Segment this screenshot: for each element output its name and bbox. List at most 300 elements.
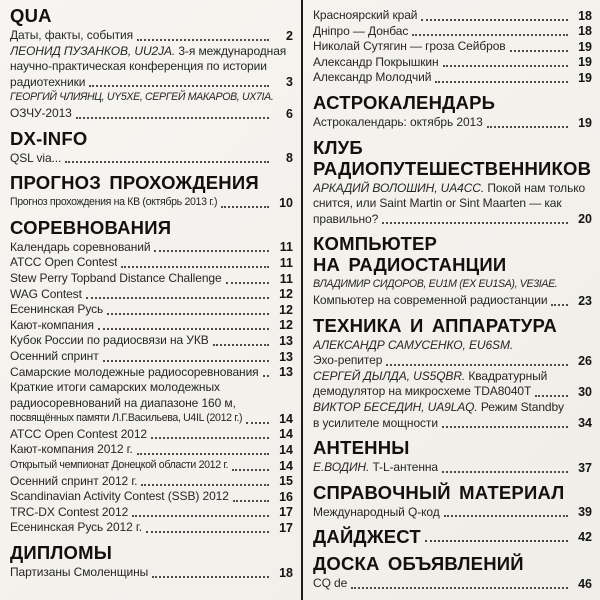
toc-entry xyxy=(10,474,293,490)
entry-title: QSL via... xyxy=(10,150,62,165)
entry-title: WAG Contest xyxy=(10,286,82,301)
dot-leader xyxy=(76,117,269,119)
toc-entry-line xyxy=(313,293,592,309)
toc-entry xyxy=(313,115,592,131)
page-number: 39 xyxy=(578,505,592,520)
section-title: СОРЕВНОВАНИЯ xyxy=(10,216,172,238)
toc-entry-line xyxy=(10,458,293,474)
entry-title: Даты, факты, события xyxy=(10,28,134,42)
entry-text xyxy=(313,115,483,131)
entry-text xyxy=(313,400,564,416)
toc-entry xyxy=(10,287,293,303)
page-number: 10 xyxy=(279,195,293,210)
toc-entry-line xyxy=(10,240,293,256)
toc-entry-line xyxy=(313,400,592,416)
toc-entry-line xyxy=(313,460,592,476)
dot-leader xyxy=(132,515,269,517)
entry-text xyxy=(313,460,438,476)
entry-text xyxy=(10,318,94,334)
entry-title: радиотехники xyxy=(10,74,86,89)
toc-entry-line xyxy=(10,349,293,365)
entry-text xyxy=(10,565,148,581)
section-header-line xyxy=(313,92,592,113)
entry-title: Международный Q-код xyxy=(313,504,440,519)
page-number: 19 xyxy=(578,55,592,70)
toc-entry xyxy=(10,44,293,91)
toc-entry xyxy=(10,505,293,521)
toc-entry xyxy=(10,240,293,256)
section-title: ДАЙДЖЕСТ xyxy=(313,526,421,548)
dot-leader xyxy=(233,500,269,502)
toc-entry xyxy=(313,55,592,71)
section-header-line xyxy=(313,315,592,336)
dot-leader xyxy=(98,328,269,330)
toc-entry-line xyxy=(10,442,293,458)
page-number: 37 xyxy=(578,460,592,475)
toc-entry-line xyxy=(10,474,293,490)
page-number: 14 xyxy=(279,427,293,442)
toc-entry-line xyxy=(10,255,293,271)
toc-entry xyxy=(10,271,293,287)
entry-text xyxy=(10,349,99,365)
toc-entry-line xyxy=(313,8,592,24)
author-name: АРКАДИЙ ВОЛОШИН, UA4CC. xyxy=(313,180,485,195)
entry-text xyxy=(10,458,228,474)
toc-entry-line xyxy=(10,396,293,412)
entry-title: снится, или Saint Martin or Sint Maarten — как xyxy=(313,196,562,211)
toc-entry xyxy=(10,380,293,427)
entry-text xyxy=(10,287,82,303)
entry-title: Прогноз прохождения на КВ (октябрь 2013 г.) xyxy=(10,196,218,209)
entry-title: Красноярский край xyxy=(313,8,418,22)
section-title: КЛУБ xyxy=(313,136,363,158)
page-number: 11 xyxy=(279,271,293,286)
toc-entry-line xyxy=(313,416,592,432)
author-name: АЛЕКСАНДР САМУСЕНКО, EU6SM. xyxy=(313,337,514,352)
page-number: 20 xyxy=(578,212,592,227)
dot-leader xyxy=(386,364,568,366)
entry-text xyxy=(10,380,220,396)
page-number: 15 xyxy=(279,474,293,489)
entry-text xyxy=(313,24,408,40)
entry-title: правильно? xyxy=(313,211,379,226)
toc-entry xyxy=(10,333,293,349)
dot-leader xyxy=(151,437,269,439)
page-number: 14 xyxy=(279,443,293,458)
toc-entry xyxy=(10,302,293,318)
toc-entry xyxy=(10,365,293,381)
page-number: 30 xyxy=(578,384,592,399)
section-title: ДОСКА ОБЪЯВЛЕНИЙ xyxy=(313,553,524,575)
toc-entry-line xyxy=(10,318,293,334)
dot-leader xyxy=(221,206,269,208)
dot-leader xyxy=(137,39,269,41)
entry-title: Самарские молодежные радиосоревнования xyxy=(10,364,259,379)
toc-entry-line xyxy=(313,277,592,293)
page-number: 34 xyxy=(578,416,592,431)
section-header xyxy=(313,553,592,574)
entry-title: Дніпро — Донбас xyxy=(313,23,409,38)
entry-text xyxy=(313,576,347,592)
entry-title: ОЗЧУ-2013 xyxy=(10,105,72,120)
entry-title: Осенний спринт xyxy=(10,348,99,363)
page-number: 18 xyxy=(578,8,592,23)
dot-leader xyxy=(382,222,568,224)
toc-entry-line xyxy=(10,28,293,44)
dot-leader xyxy=(551,304,568,306)
entry-title: Календарь соревнований xyxy=(10,239,151,254)
section-header xyxy=(313,526,592,547)
entry-title: Компьютер на современной радиостанции xyxy=(313,292,548,307)
toc-entry xyxy=(313,369,592,400)
dot-leader xyxy=(510,50,568,52)
dot-leader xyxy=(226,282,269,284)
toc-entry-line xyxy=(313,369,592,385)
entry-text xyxy=(10,151,61,167)
dot-leader xyxy=(103,360,269,362)
entry-title: Кают-компания 2012 г. xyxy=(10,442,133,457)
entry-text xyxy=(313,39,506,55)
page-number: 26 xyxy=(578,353,592,368)
dot-leader xyxy=(121,266,269,268)
toc-entry xyxy=(313,24,592,40)
author-name: ВИКТОР БЕСЕДИН, UA9LAQ. xyxy=(313,399,478,414)
section-header-line xyxy=(313,158,592,179)
entry-title: Александр Покрышкин xyxy=(313,54,439,69)
toc-entry xyxy=(10,28,293,44)
toc-entry-line xyxy=(313,115,592,131)
toc-entry-line xyxy=(313,70,592,86)
section-header-line xyxy=(10,128,293,149)
section-header xyxy=(313,437,592,458)
entry-title: T-L-антенна xyxy=(369,460,438,475)
page-number: 19 xyxy=(578,70,592,85)
entry-text xyxy=(313,196,562,212)
entry-text xyxy=(10,442,133,458)
entry-text xyxy=(10,365,259,381)
entry-title: Александр Молодчий xyxy=(313,70,432,85)
section-header-line xyxy=(10,217,293,238)
author-name: Е.ВОДИН. xyxy=(313,460,370,475)
entry-title: Покой нам только xyxy=(484,180,586,195)
section-title: DX-INFO xyxy=(10,127,88,149)
author-name: ВЛАДИМИР СИДОРОВ, EU1M (EX EU1SA), VE3IAE. xyxy=(313,278,558,291)
dot-leader xyxy=(487,126,568,128)
toc-entry-line xyxy=(10,151,293,167)
toc-entry-line xyxy=(10,333,293,349)
entry-title: посвящённых памяти Л.Г.Васильева, U4IL (2012 г.) xyxy=(10,412,243,425)
dot-leader xyxy=(89,85,269,87)
section-header xyxy=(313,315,592,336)
entry-text xyxy=(10,44,286,60)
dot-leader xyxy=(444,515,568,517)
entry-text xyxy=(10,271,222,287)
entry-text xyxy=(313,181,585,197)
toc-entry xyxy=(10,255,293,271)
page-number: 12 xyxy=(279,318,293,333)
section-title: АСТРОКАЛЕНДАРЬ xyxy=(313,91,496,113)
toc-entry xyxy=(10,489,293,505)
toc-entry xyxy=(313,181,592,228)
entry-text xyxy=(313,353,382,369)
toc-entry-line xyxy=(10,90,293,106)
entry-title: научно-практическая конференция по истории xyxy=(10,59,267,74)
dot-leader xyxy=(535,395,568,397)
entry-text xyxy=(10,489,229,505)
page-number: 2 xyxy=(286,28,293,43)
section-title: РАДИОПУТЕШЕСТВЕННИКОВ xyxy=(313,157,592,179)
dot-leader xyxy=(443,65,568,67)
section-header xyxy=(10,217,293,238)
toc-column-right xyxy=(303,0,600,600)
toc-entry-line xyxy=(313,353,592,369)
entry-text xyxy=(313,8,417,24)
dot-leader xyxy=(421,19,568,21)
entry-title: Астрокалендарь: октябрь 2013 xyxy=(313,114,483,129)
section-header-line xyxy=(10,5,293,26)
toc-entry-line xyxy=(313,212,592,228)
toc-entry xyxy=(313,39,592,55)
page-number: 11 xyxy=(279,255,293,270)
page-number: 18 xyxy=(578,24,592,39)
toc-entry xyxy=(313,460,592,476)
entry-title: Stew Perry Topband Distance Challenge xyxy=(10,270,222,285)
dot-leader xyxy=(425,540,568,542)
entry-title: Режим Standby xyxy=(477,399,564,414)
page-number: 19 xyxy=(578,115,592,130)
toc-entry xyxy=(10,565,293,581)
entry-title: Открытый чемпионат Донецкой области 2012 г. xyxy=(10,459,229,472)
entry-title: TRC-DX Contest 2012 xyxy=(10,504,129,519)
toc-entry-line xyxy=(313,505,592,521)
entry-title: Осенний спринт 2012 г. xyxy=(10,473,138,488)
entry-text xyxy=(313,293,547,309)
entry-text xyxy=(10,75,85,91)
dot-leader xyxy=(152,576,269,578)
section-header-line xyxy=(313,137,592,158)
section-title: ТЕХНИКА И АППАРАТУРА xyxy=(313,314,557,336)
dot-leader xyxy=(107,313,269,315)
entry-text xyxy=(313,212,378,228)
toc-entry xyxy=(10,151,293,167)
entry-text xyxy=(10,427,147,443)
toc-entry xyxy=(313,505,592,521)
section-header xyxy=(10,542,293,563)
entry-title: Кают-компания xyxy=(10,317,94,332)
entry-title: Scandinavian Activity Contest (SSB) 2012 xyxy=(10,489,229,504)
section-title: КОМПЬЮТЕР xyxy=(313,233,438,255)
dot-leader xyxy=(412,34,568,36)
entry-text xyxy=(10,106,72,122)
entry-text xyxy=(313,369,547,385)
section-title: АНТЕННЫ xyxy=(313,437,410,459)
entry-text xyxy=(313,70,431,86)
entry-text xyxy=(10,411,242,427)
toc-entry-line xyxy=(10,106,293,122)
author-name: ЛЕОНИД ПУЗАНКОВ, UU2JA. xyxy=(10,43,176,58)
entry-text xyxy=(10,474,137,490)
toc-entry-line xyxy=(10,489,293,505)
toc-entry xyxy=(10,318,293,334)
dot-leader xyxy=(213,344,269,346)
section-header-line xyxy=(10,172,293,193)
page-number: 8 xyxy=(286,151,293,166)
page-number: 6 xyxy=(286,106,293,121)
dot-leader xyxy=(263,375,269,377)
entry-title: в усилителе мощности xyxy=(313,415,438,430)
entry-title: Краткие итоги самарских молодежных xyxy=(10,380,220,395)
dot-leader xyxy=(65,161,269,163)
entry-title: CQ de xyxy=(313,576,348,591)
entry-text xyxy=(10,396,236,412)
entry-title: 3-я международная xyxy=(175,43,287,58)
page-number: 12 xyxy=(279,302,293,317)
toc-entry-line xyxy=(10,271,293,287)
entry-title: ATCC Open Contest xyxy=(10,255,118,270)
toc-entry xyxy=(10,520,293,536)
toc-entry-line xyxy=(10,505,293,521)
toc-entry xyxy=(10,458,293,474)
toc-entry-line xyxy=(313,384,592,400)
page-number: 12 xyxy=(279,287,293,302)
page-number: 17 xyxy=(279,521,293,536)
toc-entry-line xyxy=(313,55,592,71)
page-number: 14 xyxy=(279,458,293,473)
dot-leader xyxy=(141,484,269,486)
entry-text xyxy=(10,520,142,536)
entry-text xyxy=(10,90,273,106)
toc-entry-line xyxy=(10,287,293,303)
dot-leader xyxy=(146,531,269,533)
entry-title: радиосоревнований на диапазоне 160 м, xyxy=(10,395,236,410)
toc-entry-line xyxy=(10,411,293,427)
entry-text xyxy=(313,384,531,400)
dot-leader xyxy=(232,469,269,471)
toc-entry-line xyxy=(313,338,592,354)
section-header-line xyxy=(313,526,592,547)
dot-leader xyxy=(351,587,568,589)
section-title: QUA xyxy=(10,5,52,26)
page-number: 11 xyxy=(279,240,293,255)
toc-entry-line xyxy=(10,427,293,443)
page-number: 3 xyxy=(286,75,293,90)
section-header xyxy=(313,233,592,275)
toc-entry-line xyxy=(10,302,293,318)
dot-leader xyxy=(442,426,568,428)
page-number: 13 xyxy=(279,365,293,380)
toc-entry-line xyxy=(313,576,592,592)
section-header-line xyxy=(313,437,592,458)
toc-entry-line xyxy=(10,520,293,536)
entry-title: Есенинская Русь 2012 г. xyxy=(10,520,142,535)
toc-entry xyxy=(10,90,293,121)
entry-text xyxy=(10,195,217,211)
toc-entry-line xyxy=(313,196,592,212)
entry-text xyxy=(10,255,117,271)
toc-entry-line xyxy=(10,365,293,381)
page-number: 17 xyxy=(279,505,293,520)
section-title: НА РАДИОСТАНЦИИ xyxy=(313,254,507,276)
entry-title: Николай Сутягин — гроза Сейбров xyxy=(313,39,506,54)
toc-entry-line xyxy=(10,75,293,91)
entry-text xyxy=(10,59,267,75)
entry-text xyxy=(10,333,209,349)
page-number: 13 xyxy=(279,349,293,364)
toc-entry-line xyxy=(313,39,592,55)
dot-leader xyxy=(154,250,269,252)
toc-entry-line xyxy=(10,565,293,581)
toc-entry xyxy=(10,349,293,365)
entry-text xyxy=(10,505,128,521)
section-header-line xyxy=(313,254,592,275)
toc-entry xyxy=(313,576,592,592)
entry-title: Квадратурный xyxy=(465,368,548,383)
dot-leader xyxy=(442,471,568,473)
dot-leader xyxy=(137,453,269,455)
toc-entry xyxy=(313,277,592,308)
section-header xyxy=(313,137,592,179)
section-title: ДИПЛОМЫ xyxy=(10,542,113,564)
entry-text xyxy=(10,28,133,44)
entry-text xyxy=(10,240,150,256)
entry-text xyxy=(313,505,440,521)
entry-text xyxy=(313,338,513,354)
section-title: ПРОГНОЗ ПРОХОЖДЕНИЯ xyxy=(10,172,259,194)
page-number: 46 xyxy=(578,576,592,591)
entry-title: ATCC Open Contest 2012 xyxy=(10,426,147,441)
toc-entry xyxy=(10,195,293,211)
entry-title: демодулятор на микросхеме TDA8040T xyxy=(313,384,532,399)
section-header-line xyxy=(313,233,592,254)
section-header-line xyxy=(313,553,592,574)
entry-text xyxy=(313,416,438,432)
section-header xyxy=(10,5,293,26)
toc-entry-line xyxy=(10,380,293,396)
section-header xyxy=(313,92,592,113)
entry-text xyxy=(10,302,103,318)
entry-title: Партизаны Смоленщины xyxy=(10,565,149,580)
section-header xyxy=(313,482,592,503)
section-header xyxy=(10,128,293,149)
toc-entry xyxy=(313,70,592,86)
section-title: СПРАВОЧНЫЙ МАТЕРИАЛ xyxy=(313,481,565,503)
toc-entry xyxy=(313,8,592,24)
section-header xyxy=(10,172,293,193)
page-number: 14 xyxy=(279,411,293,426)
toc-entry-line xyxy=(313,181,592,197)
entry-title: Есенинская Русь xyxy=(10,302,104,317)
entry-title: Кубок России по радиосвязи на УКВ xyxy=(10,333,209,348)
toc-entry xyxy=(10,442,293,458)
page-number: 19 xyxy=(578,39,592,54)
toc-entry-line xyxy=(313,24,592,40)
entry-text xyxy=(313,55,439,71)
section-header-line xyxy=(313,482,592,503)
toc-entry-line xyxy=(10,44,293,60)
toc-entry xyxy=(313,338,592,369)
entry-text xyxy=(313,277,557,293)
author-name: ГЕОРГИЙ ЧЛИЯНЦ, UY5XE, СЕРГЕЙ МАКАРОВ, UX7IA. xyxy=(10,91,274,104)
toc-entry xyxy=(313,400,592,431)
page-number: 23 xyxy=(578,293,592,308)
dot-leader xyxy=(86,297,269,299)
toc-entry-line xyxy=(10,59,293,75)
section-header-line xyxy=(10,542,293,563)
toc-entry xyxy=(10,427,293,443)
dot-leader xyxy=(435,81,568,83)
toc-entry-line xyxy=(10,195,293,211)
dot-leader xyxy=(246,422,269,424)
